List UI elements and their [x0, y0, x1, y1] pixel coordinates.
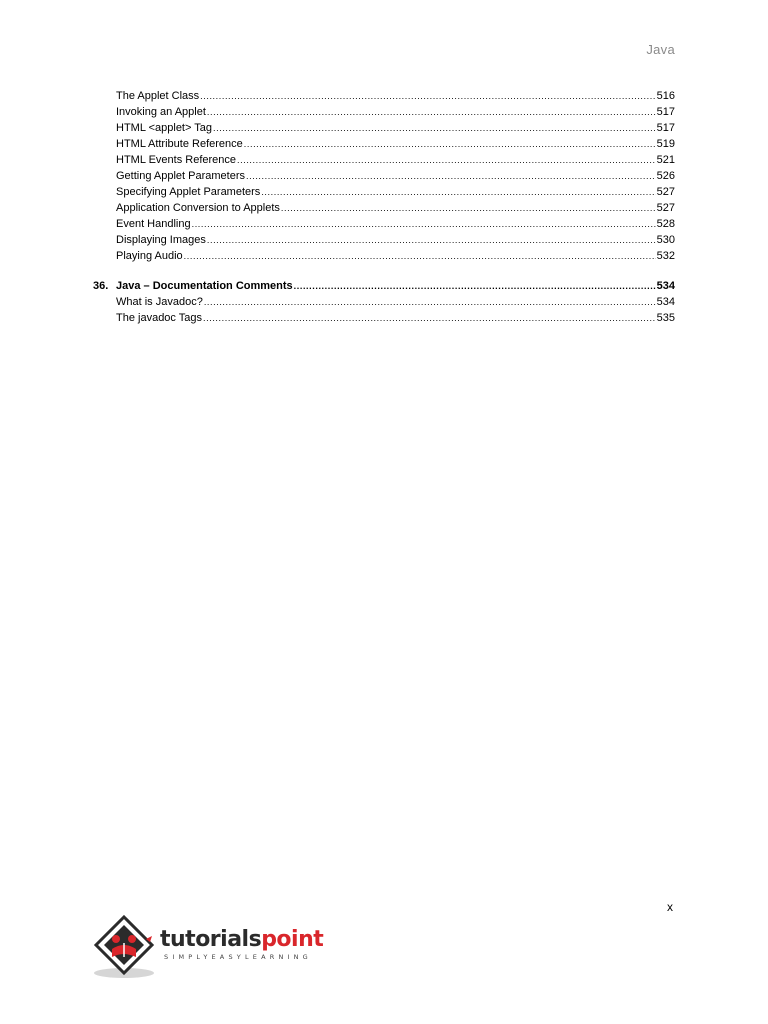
logo-wordmark	[160, 929, 323, 951]
toc-entry-title: Invoking an Applet	[116, 106, 206, 118]
toc-leader-dots	[261, 184, 655, 200]
toc-entry-title: The Applet Class	[116, 90, 200, 102]
toc-entry-title: Application Conversion to Applets	[116, 202, 280, 214]
toc-entry[interactable]	[93, 88, 675, 104]
logo-wordmark-red: point	[261, 927, 324, 952]
toc-entry-page: 528	[656, 218, 675, 230]
toc-entry[interactable]	[93, 168, 675, 184]
toc-entry[interactable]	[93, 248, 675, 264]
toc-entry-page: 532	[656, 250, 675, 262]
toc-entry-page: 527	[656, 202, 675, 214]
logo-wordmark-dark: tutorials	[160, 927, 262, 952]
toc-leader-dots	[207, 232, 656, 248]
toc-entry-title: Specifying Applet Parameters	[116, 186, 261, 198]
toc-leader-dots	[207, 104, 656, 120]
toc-entry-page: 530	[656, 234, 675, 246]
toc-entry-page: 517	[656, 106, 675, 118]
toc-leader-dots	[294, 278, 656, 294]
toc-entry-title: The javadoc Tags	[116, 312, 203, 324]
toc-leader-dots	[246, 168, 656, 184]
toc-entry-title: Displaying Images	[116, 234, 206, 246]
toc-entry[interactable]	[93, 310, 675, 326]
toc-leader-dots	[281, 200, 656, 216]
toc-entry[interactable]	[93, 104, 675, 120]
toc-entry-page: 526	[656, 170, 675, 182]
toc-entry-title: HTML Attribute Reference	[116, 138, 243, 150]
toc-entry-title: HTML <applet> Tag	[116, 122, 213, 134]
toc-chapter-page: 534	[656, 280, 675, 292]
toc-leader-dots	[237, 152, 656, 168]
toc-entry-title: Event Handling	[116, 218, 191, 230]
toc-entry-page: 516	[656, 90, 675, 102]
toc-entry-page: 535	[656, 312, 675, 324]
toc-entry[interactable]	[93, 152, 675, 168]
toc-chapter-title: Java – Documentation Comments	[116, 280, 293, 292]
toc-entry[interactable]	[93, 294, 675, 310]
toc-entry[interactable]	[93, 232, 675, 248]
logo-emblem-icon	[92, 913, 162, 983]
page-number: x	[667, 900, 673, 914]
toc-leader-dots	[184, 248, 656, 264]
toc-entry[interactable]	[93, 184, 675, 200]
toc-leader-dots	[203, 310, 656, 326]
toc-entry-page: 534	[656, 296, 675, 308]
toc-leader-dots	[213, 120, 656, 136]
page-header-title: Java	[646, 42, 675, 57]
toc-chapter-number: 36.	[93, 280, 109, 292]
toc-entry-page: 527	[656, 186, 675, 198]
toc-leader-dots	[200, 88, 655, 104]
toc-leader-dots	[244, 136, 656, 152]
logo-tagline: SIMPLYEASYLEARNING	[164, 953, 312, 961]
toc-entry[interactable]	[93, 120, 675, 136]
toc-entry-page: 517	[656, 122, 675, 134]
toc-entry-title: What is Javadoc?	[116, 296, 203, 308]
toc-chapter-entry[interactable]	[93, 278, 675, 294]
toc-entry-title: Playing Audio	[116, 250, 183, 262]
toc-entry[interactable]	[93, 200, 675, 216]
table-of-contents	[93, 88, 675, 326]
toc-entry-title: HTML Events Reference	[116, 154, 237, 166]
toc-entry-page: 519	[656, 138, 675, 150]
toc-entry[interactable]	[93, 136, 675, 152]
toc-entry-page: 521	[656, 154, 675, 166]
toc-leader-dots	[192, 216, 656, 232]
toc-entry[interactable]	[93, 216, 675, 232]
tutorialspoint-logo	[92, 913, 342, 983]
toc-entry-title: Getting Applet Parameters	[116, 170, 246, 182]
toc-leader-dots	[204, 294, 656, 310]
